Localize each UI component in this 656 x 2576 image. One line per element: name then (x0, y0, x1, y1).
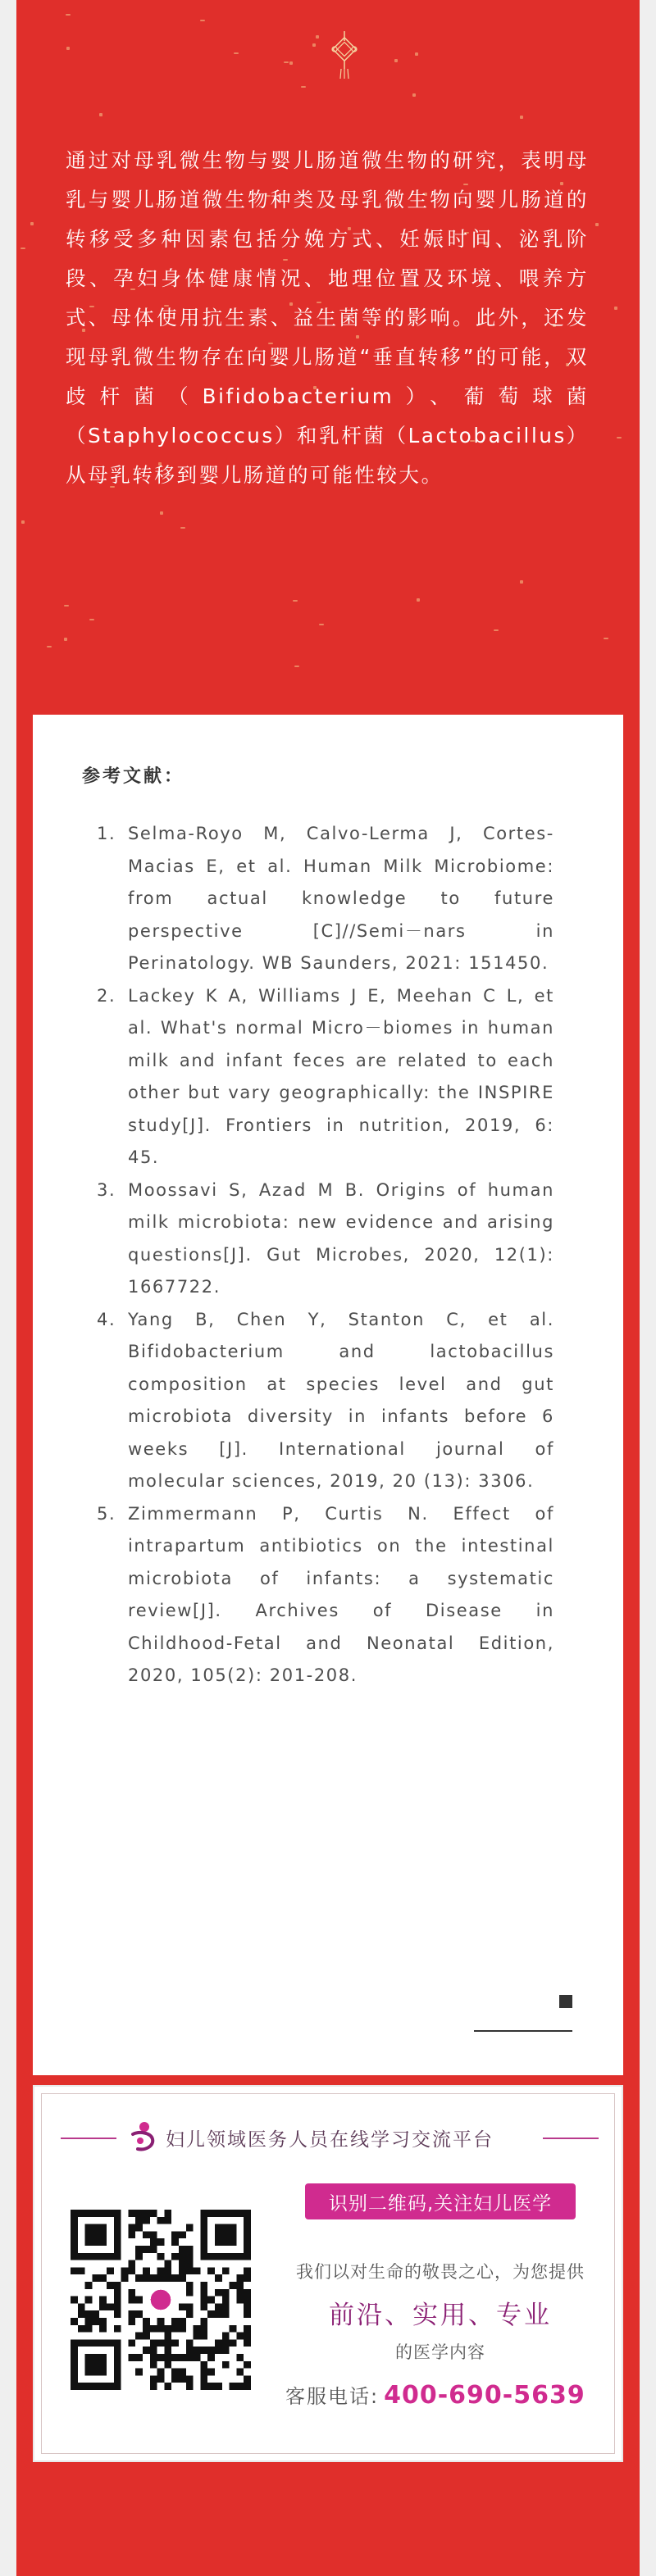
qr-module (186, 2289, 194, 2297)
sparkle (316, 35, 319, 39)
qr-module (150, 2274, 157, 2282)
sparkle (289, 61, 293, 65)
qr-module (107, 2303, 114, 2310)
qr-module (135, 2217, 143, 2224)
qr-module (194, 2354, 201, 2361)
qr-module (114, 2303, 121, 2310)
qr-module (194, 2325, 201, 2333)
qr-module (230, 2282, 237, 2289)
sparkle (64, 638, 67, 641)
qr-module (215, 2289, 222, 2297)
reference-text: Zimmermann P, Curtis N. Effect of intrapartum antibiotics on the intestinal microbiota of infants: a systematic review[J]. Archives of Disease in Childhood-Fetal and Neonatal Edition, 2020, 105(2): 201-208. (128, 1503, 554, 1685)
qr-module (71, 2297, 78, 2304)
qr-module (222, 2347, 230, 2354)
qr-module (78, 2303, 85, 2310)
mother-child-logo-icon (125, 2119, 159, 2154)
qr-module (244, 2325, 251, 2333)
qr-module (200, 2318, 207, 2325)
qr-module (215, 2383, 222, 2390)
qr-module (186, 2267, 194, 2274)
qr-module (179, 2231, 186, 2238)
qr-module (244, 2333, 251, 2340)
qr-module (135, 2246, 143, 2253)
qr-module (135, 2310, 143, 2318)
sparkle (301, 86, 306, 88)
qr-module (222, 2310, 230, 2318)
qr-module (194, 2267, 201, 2274)
qr-module (157, 2238, 165, 2246)
qr-module (128, 2267, 135, 2274)
qr-module (236, 2297, 244, 2304)
qr-module (85, 2224, 107, 2246)
qr-module (121, 2267, 129, 2274)
qr-module (99, 2297, 107, 2304)
qr-module (143, 2210, 150, 2217)
qr-module (244, 2310, 251, 2318)
qr-module (186, 2310, 194, 2318)
qr-module (186, 2260, 194, 2268)
chinese-knot-icon (325, 31, 364, 79)
qr-module (179, 2260, 186, 2268)
qr-module (244, 2274, 251, 2282)
sparkle (614, 307, 617, 310)
qr-module (150, 2361, 157, 2369)
sparkle (604, 638, 608, 639)
qr-module (236, 2383, 244, 2390)
qr-module (179, 2318, 186, 2325)
qr-module (85, 2354, 107, 2375)
qr-module (107, 2267, 114, 2274)
qr-module (99, 2318, 107, 2325)
qr-module (207, 2383, 215, 2390)
scan-qr-badge: 识别二维码,关注妇儿医学 (305, 2183, 576, 2219)
sparkle (160, 511, 163, 515)
qr-module (207, 2267, 215, 2274)
qr-module (114, 2297, 121, 2304)
qr-module (200, 2325, 207, 2333)
qr-module (186, 2282, 194, 2289)
qr-module (194, 2333, 201, 2340)
qr-module (143, 2318, 150, 2325)
qr-module (171, 2253, 179, 2260)
qr-module (222, 2361, 230, 2369)
reference-number: 4. (97, 1309, 116, 1329)
qr-module (222, 2289, 230, 2297)
qr-module (143, 2325, 150, 2333)
qr-module (128, 2354, 135, 2361)
reference-item (97, 818, 554, 980)
qr-module (171, 2354, 179, 2361)
qr-module (135, 2333, 143, 2340)
qr-module (135, 2369, 143, 2376)
sparkle (415, 52, 418, 56)
qr-module (230, 2383, 237, 2390)
qr-module (92, 2318, 99, 2325)
sparkle (30, 222, 34, 225)
qr-module (179, 2354, 186, 2361)
qr-module (71, 2318, 78, 2325)
qr-module (244, 2339, 251, 2347)
qr-module (135, 2210, 143, 2217)
qr-module (171, 2318, 179, 2325)
qr-module (114, 2289, 121, 2297)
sparkle (394, 59, 398, 62)
reference-number: 1. (97, 824, 116, 843)
sparkle (64, 605, 69, 607)
reference-text: Lackey K A, Williams J E, Meehan C L, et al. What's normal Micro－biomes in human milk and infant feces are related to each other but vary geographically: the INSPIRE study[J]. Frontiers in nutrition, 2019, 6: 45. (128, 985, 554, 1167)
qr-module (186, 2383, 194, 2390)
qr-module (157, 2274, 165, 2282)
qr-module (186, 2246, 194, 2253)
qr-module (78, 2267, 85, 2274)
promo-tagline-1: 我们以对生命的敬畏之心，为您提供 (296, 2262, 585, 2282)
promo-card (33, 2085, 623, 2462)
qr-module (171, 2369, 179, 2376)
promo-heading: 妇儿领域医务人员在线学习交流平台 (166, 2129, 494, 2151)
qr-module (114, 2282, 121, 2289)
reference-text: Moossavi S, Azad M B. Origins of human milk microbiota: new evidence and arising questions[J]. Gut Microbes, 2020, 12(1): 1667722. (128, 1179, 554, 1297)
qr-module (207, 2369, 215, 2376)
qr-module (107, 2282, 114, 2289)
qr-module (200, 2369, 207, 2376)
qr-module (143, 2246, 150, 2253)
qr-module (150, 2339, 157, 2347)
sparkle (180, 527, 185, 529)
qr-center-logo (151, 2290, 171, 2310)
qr-module (85, 2310, 93, 2318)
qr-module (128, 2210, 135, 2217)
qr-module (164, 2260, 171, 2268)
intro-paragraph: 通过对母乳微生物与婴儿肠道微生物的研究，表明母乳与婴儿肠道微生物种类及母乳微生物向婴儿肠道的转移受多种因素包括分娩方式、妊娠时间、泌乳阶段、孕妇身体健康情况、地理位置及环境、喂养方式、母体使用抗生素、益生菌等的影响。此外，还发现母乳微生物存在向婴儿肠道“垂直转移”的可能，双歧杆菌（Bifidobacterium）、葡萄球菌（Staphylococcus）和乳杆菌（Lactobacillus）从母乳转移到婴儿肠道的可能性较大。 (66, 148, 589, 487)
qr-module (157, 2369, 165, 2376)
qr-module (157, 2325, 165, 2333)
sparkle (412, 93, 416, 97)
qr-module (230, 2325, 237, 2333)
qr-module (164, 2347, 171, 2354)
qr-module (207, 2297, 215, 2304)
qr-module (164, 2383, 171, 2390)
qr-module (207, 2310, 215, 2318)
qr-module (150, 2238, 157, 2246)
qr-module (150, 2231, 157, 2238)
qr-module (135, 2253, 143, 2260)
references-title: 参考文献： (82, 766, 185, 787)
qr-module (85, 2318, 93, 2325)
qr-module (171, 2274, 179, 2282)
sparkle (21, 520, 25, 524)
qr-module (157, 2267, 165, 2274)
qr-module (179, 2246, 186, 2253)
qr-module (200, 2297, 207, 2304)
qr-module (179, 2267, 186, 2274)
qr-module (157, 2217, 165, 2224)
qr-module (121, 2274, 129, 2282)
qr-module (164, 2354, 171, 2361)
qr-module (92, 2310, 99, 2318)
qr-module (186, 2354, 194, 2361)
qr-module (207, 2347, 215, 2354)
sparkle (494, 629, 499, 631)
hotline-label: 客服电话: (285, 2385, 380, 2408)
qr-module (128, 2297, 135, 2304)
sparkle (99, 113, 102, 116)
reference-text: Selma-Royo M, Calvo-Lerma J, Cortes-Macias E, et al. Human Milk Microbiome: from actual knowledge to future perspective [C]//Semi－nars in Perinatology. WB Saunders, 2021: 151450. (128, 824, 554, 973)
qr-module (222, 2267, 230, 2274)
promo-divider-left (61, 2138, 116, 2139)
sparkle (617, 437, 622, 438)
qr-module (164, 2267, 171, 2274)
qr-module (186, 2339, 194, 2347)
sparkle (47, 646, 52, 647)
qr-module (99, 2325, 107, 2333)
qr-module (150, 2210, 157, 2217)
sparkle (89, 619, 94, 620)
qr-module (135, 2297, 143, 2304)
qr-module (143, 2217, 150, 2224)
qr-module (135, 2354, 143, 2361)
reference-number: 3. (97, 1179, 116, 1200)
qr-module (164, 2325, 171, 2333)
qr-module (135, 2274, 143, 2282)
qr-module (186, 2303, 194, 2310)
qr-module (200, 2289, 207, 2297)
qr-module (194, 2347, 201, 2354)
references-list (97, 818, 554, 1692)
references-card (33, 715, 623, 2075)
sparkle (284, 61, 289, 63)
sparkle (200, 20, 205, 21)
qr-module (99, 2274, 107, 2282)
qr-module (128, 2231, 135, 2238)
sparkle (319, 624, 324, 625)
qr-module (222, 2339, 230, 2347)
qr-module (179, 2375, 186, 2383)
end-mark-square (559, 1995, 572, 2008)
qr-module (164, 2361, 171, 2369)
qr-module (128, 2224, 135, 2232)
qr-module (143, 2267, 150, 2274)
qr-module (244, 2375, 251, 2383)
qr-module (222, 2297, 230, 2304)
qr-module (128, 2339, 135, 2347)
qr-module (164, 2333, 171, 2340)
qr-module (236, 2282, 244, 2289)
qr-code[interactable] (71, 2210, 251, 2390)
qr-module (244, 2267, 251, 2274)
reference-item (97, 1498, 554, 1692)
qr-module (128, 2260, 135, 2268)
qr-module (244, 2297, 251, 2304)
qr-module (236, 2333, 244, 2340)
qr-module (200, 2375, 207, 2383)
qr-module (92, 2274, 99, 2282)
sparkle (293, 600, 298, 602)
qr-module (200, 2361, 207, 2369)
qr-module (215, 2303, 222, 2310)
qr-module (150, 2375, 157, 2383)
qr-module (164, 2217, 171, 2224)
qr-module (157, 2354, 165, 2361)
qr-module (179, 2274, 186, 2282)
qr-module (85, 2282, 93, 2289)
qr-module (85, 2325, 93, 2333)
qr-module (171, 2325, 179, 2333)
qr-module (78, 2310, 85, 2318)
qr-module (157, 2339, 165, 2347)
qr-module (179, 2325, 186, 2333)
qr-module (244, 2289, 251, 2297)
qr-module (157, 2253, 165, 2260)
qr-module (200, 2347, 207, 2354)
qr-module (186, 2224, 194, 2232)
qr-module (150, 2246, 157, 2253)
qr-module (230, 2339, 237, 2347)
reference-item (97, 1174, 554, 1304)
qr-module (114, 2325, 121, 2333)
qr-module (244, 2303, 251, 2310)
qr-module (171, 2231, 179, 2238)
qr-module (157, 2375, 165, 2383)
qr-module (200, 2303, 207, 2310)
qr-module (244, 2383, 251, 2390)
qr-module (150, 2383, 157, 2390)
qr-module (215, 2339, 222, 2347)
qr-module (157, 2318, 165, 2325)
promo-tagline-3: 的医学内容 (395, 2342, 485, 2362)
qr-module (200, 2282, 207, 2289)
qr-module (222, 2303, 230, 2310)
end-mark-line (474, 2030, 572, 2032)
sparkle (66, 14, 71, 16)
qr-module (215, 2347, 222, 2354)
hotline (285, 2380, 585, 2410)
reference-text: Yang B, Chen Y, Stanton C, et al. Bifidobacterium and lactobacillus composition at species level and gut microbiota diversity in infants before 6 weeks [J]. International journal of molecular sciences, 2019, 20 (13): 3306. (128, 1309, 554, 1491)
qr-module (171, 2375, 179, 2383)
qr-module (215, 2224, 236, 2246)
qr-module (128, 2318, 135, 2325)
reference-number: 5. (97, 1503, 116, 1524)
qr-module (71, 2267, 78, 2274)
qr-module (143, 2274, 150, 2282)
qr-module (215, 2310, 222, 2318)
qr-module (236, 2354, 244, 2361)
promo-tagline-2: 前沿、实用、专业 (329, 2301, 552, 2330)
qr-module (244, 2361, 251, 2369)
qr-module (179, 2303, 186, 2310)
qr-module (164, 2210, 171, 2217)
qr-module (200, 2383, 207, 2390)
qr-module (114, 2310, 121, 2318)
qr-module (207, 2354, 215, 2361)
qr-module (171, 2339, 179, 2347)
qr-module (135, 2224, 143, 2232)
qr-module (78, 2325, 85, 2333)
qr-module (186, 2347, 194, 2354)
promo-divider-right (543, 2138, 599, 2139)
qr-module (179, 2369, 186, 2376)
sparkle (520, 116, 523, 119)
sparkle (234, 52, 239, 54)
qr-module (150, 2354, 157, 2361)
qr-module (143, 2333, 150, 2340)
qr-module (99, 2303, 107, 2310)
qr-module (200, 2333, 207, 2340)
qr-module (236, 2289, 244, 2297)
qr-module (186, 2253, 194, 2260)
qr-module (128, 2310, 135, 2318)
qr-module (164, 2274, 171, 2282)
qr-module (215, 2274, 222, 2282)
qr-module (143, 2231, 150, 2238)
qr-module (186, 2375, 194, 2383)
qr-module (85, 2297, 93, 2304)
sparkle (595, 223, 599, 226)
qr-module (171, 2238, 179, 2246)
qr-module (236, 2369, 244, 2376)
hotline-number[interactable]: 400-690-5639 (384, 2381, 585, 2410)
reference-item (97, 1304, 554, 1498)
qr-module (164, 2339, 171, 2347)
qr-module (179, 2253, 186, 2260)
reference-number: 2. (97, 985, 116, 1006)
sparkle (312, 43, 316, 47)
qr-module (236, 2274, 244, 2282)
qr-module (128, 2289, 135, 2297)
qr-module (150, 2325, 157, 2333)
sparkle (20, 248, 25, 249)
sparkle (66, 47, 70, 50)
sparkle (520, 580, 523, 584)
qr-module (222, 2333, 230, 2340)
qr-module (150, 2347, 157, 2354)
reference-item (97, 980, 554, 1174)
sparkle (294, 666, 299, 667)
qr-module (143, 2347, 150, 2354)
sparkle (417, 598, 420, 602)
